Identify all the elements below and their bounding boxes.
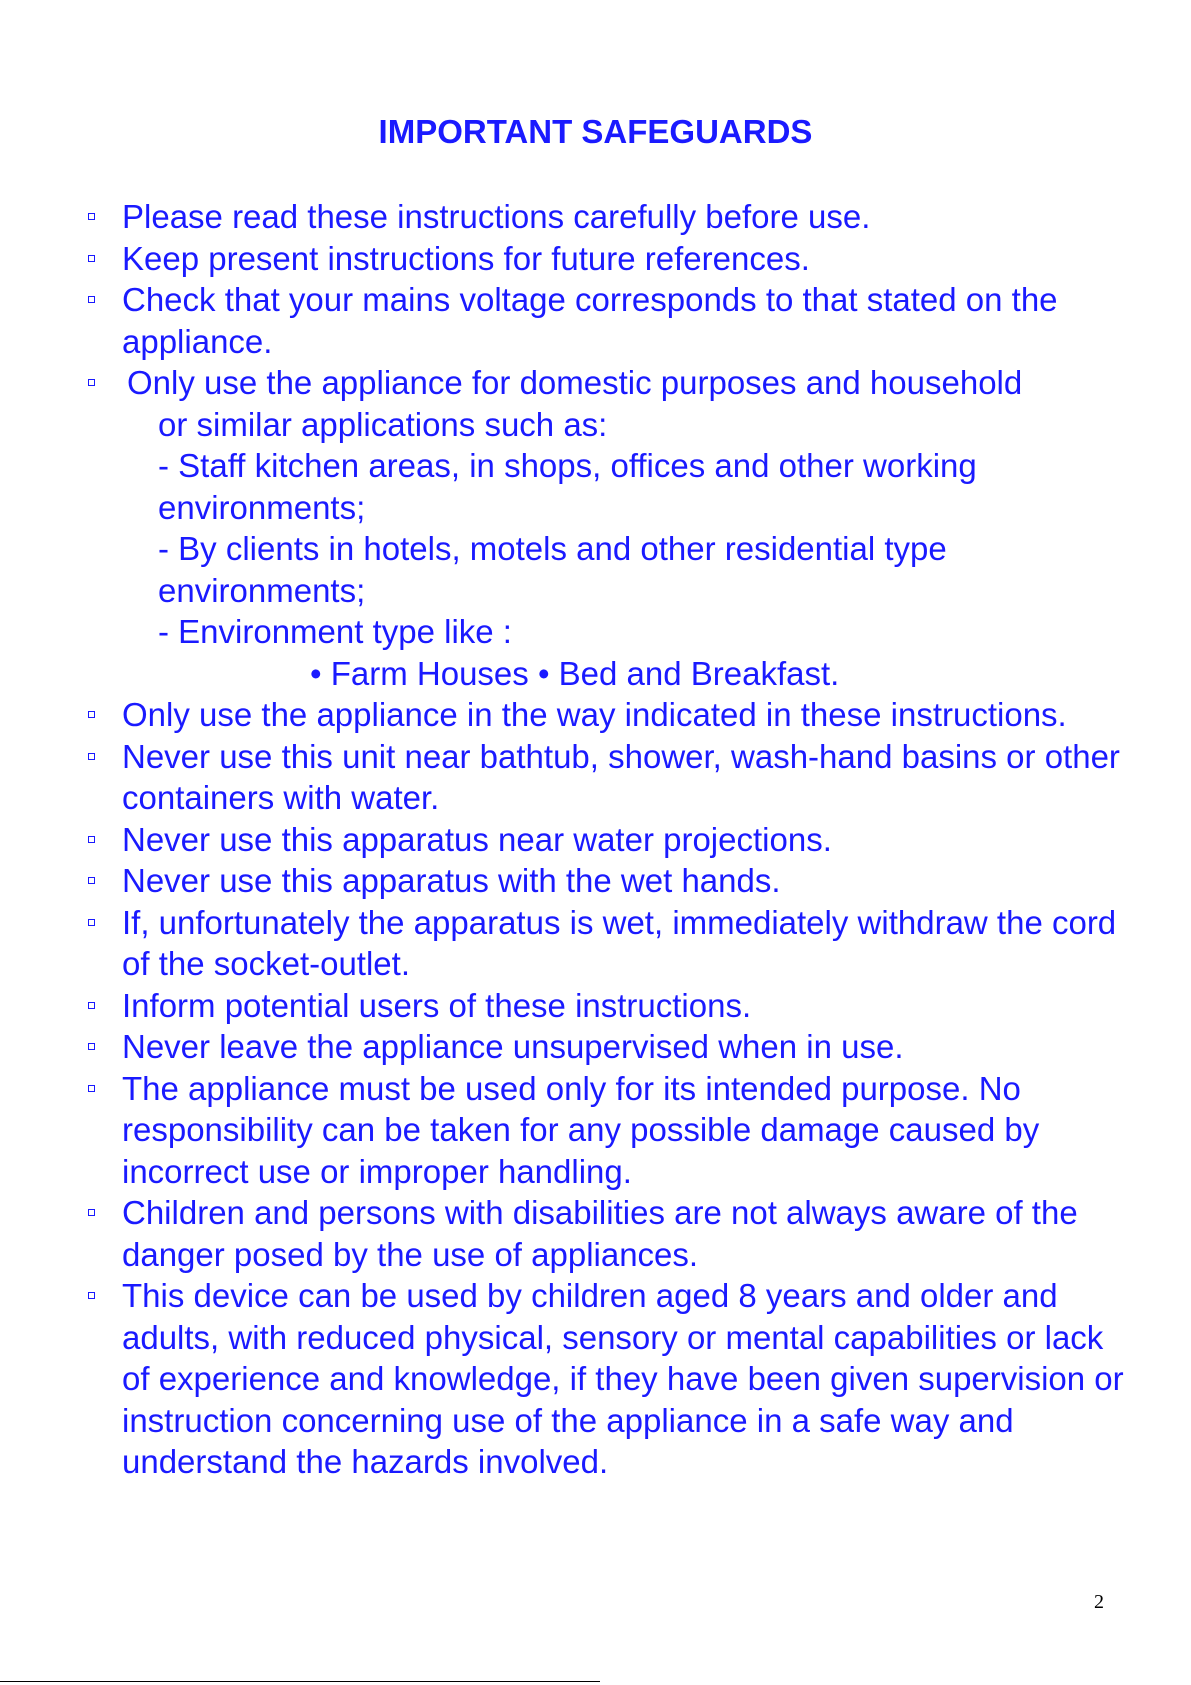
sub-item: - Staff kitchen areas, in shops, offices and other working environments; xyxy=(158,447,977,526)
list-item-text: Please read these instructions carefully before use. xyxy=(122,198,871,235)
list-item-text: Never use this apparatus near water projections. xyxy=(122,820,832,858)
square-bullet-icon xyxy=(88,379,95,386)
sub-item: - Environment type like : xyxy=(158,613,512,650)
square-bullet-icon xyxy=(88,919,95,926)
list-item xyxy=(0,736,1191,819)
list-item-text: Only use the appliance for domestic purposes and household xyxy=(127,364,1023,401)
square-bullet-icon xyxy=(88,711,95,718)
list-item-text: This device can be used by children aged 8 years and older and adults, with reduced physical, sensory or mental capabilities or lack of experience and knowledge, if they have been given supervision or instruction concerning use of the appliance in a safe way and understand the hazards involved. xyxy=(122,1277,1124,1480)
environment-types: • Farm Houses • Bed and Breakfast. xyxy=(310,654,840,692)
list-item-text: Never use this apparatus with the wet hands. xyxy=(122,862,781,899)
list-item xyxy=(0,238,1191,280)
sub-block xyxy=(122,404,1038,653)
square-bullet-icon xyxy=(88,1292,95,1299)
page-title: IMPORTANT SAFEGUARDS xyxy=(378,113,813,150)
square-bullet-icon xyxy=(88,1085,95,1092)
list-item xyxy=(0,819,1191,861)
list-item-domestic-use xyxy=(0,362,1191,694)
list-item xyxy=(0,196,1191,238)
list-item xyxy=(0,902,1191,985)
list-item-text: Only use the appliance in the way indicated in these instructions. xyxy=(122,696,1067,733)
square-bullet-icon xyxy=(88,1043,95,1050)
list-item xyxy=(0,860,1191,902)
footer-divider xyxy=(0,1681,600,1682)
list-item xyxy=(0,1275,1191,1483)
square-bullet-icon xyxy=(88,213,95,220)
square-bullet-icon xyxy=(88,877,95,884)
square-bullet-icon xyxy=(88,1209,95,1216)
list-item xyxy=(0,694,1191,736)
square-bullet-icon xyxy=(88,753,95,760)
sub-text: or similar applications such as: xyxy=(158,405,608,443)
list-item xyxy=(0,985,1191,1027)
page-number: 2 xyxy=(1094,1591,1104,1613)
list-item-text: Children and persons with disabilities are not always aware of the danger posed by the use of appliances. xyxy=(122,1194,1078,1273)
square-bullet-icon xyxy=(88,836,95,843)
list-item-text: If, unfortunately the apparatus is wet, immediately withdraw the cord of the socket-outlet. xyxy=(122,903,1117,982)
square-bullet-icon xyxy=(88,1002,95,1009)
square-bullet-icon xyxy=(88,255,95,262)
sub-item: - By clients in hotels, motels and other residential type environments; xyxy=(158,530,947,609)
list-item xyxy=(0,279,1191,362)
list-item-text: Keep present instructions for future references. xyxy=(122,239,810,277)
list-item xyxy=(0,1068,1191,1193)
square-bullet-icon xyxy=(88,296,95,303)
list-item-text: Check that your mains voltage corresponds to that stated on the appliance. xyxy=(122,281,1058,360)
list-item xyxy=(0,1026,1191,1068)
safeguards-list xyxy=(0,196,1191,1483)
list-item-text: The appliance must be used only for its intended purpose. No responsibility can be taken for any possible damage caused by incorrect use or improper handling. xyxy=(122,1069,1040,1190)
list-item xyxy=(0,1192,1191,1275)
list-item-text: Inform potential users of these instructions. xyxy=(122,986,752,1024)
list-item-text: Never use this unit near bathtub, shower, wash-hand basins or other containers with water. xyxy=(122,737,1120,816)
list-item-text: Never leave the appliance unsupervised when in use. xyxy=(122,1028,904,1065)
